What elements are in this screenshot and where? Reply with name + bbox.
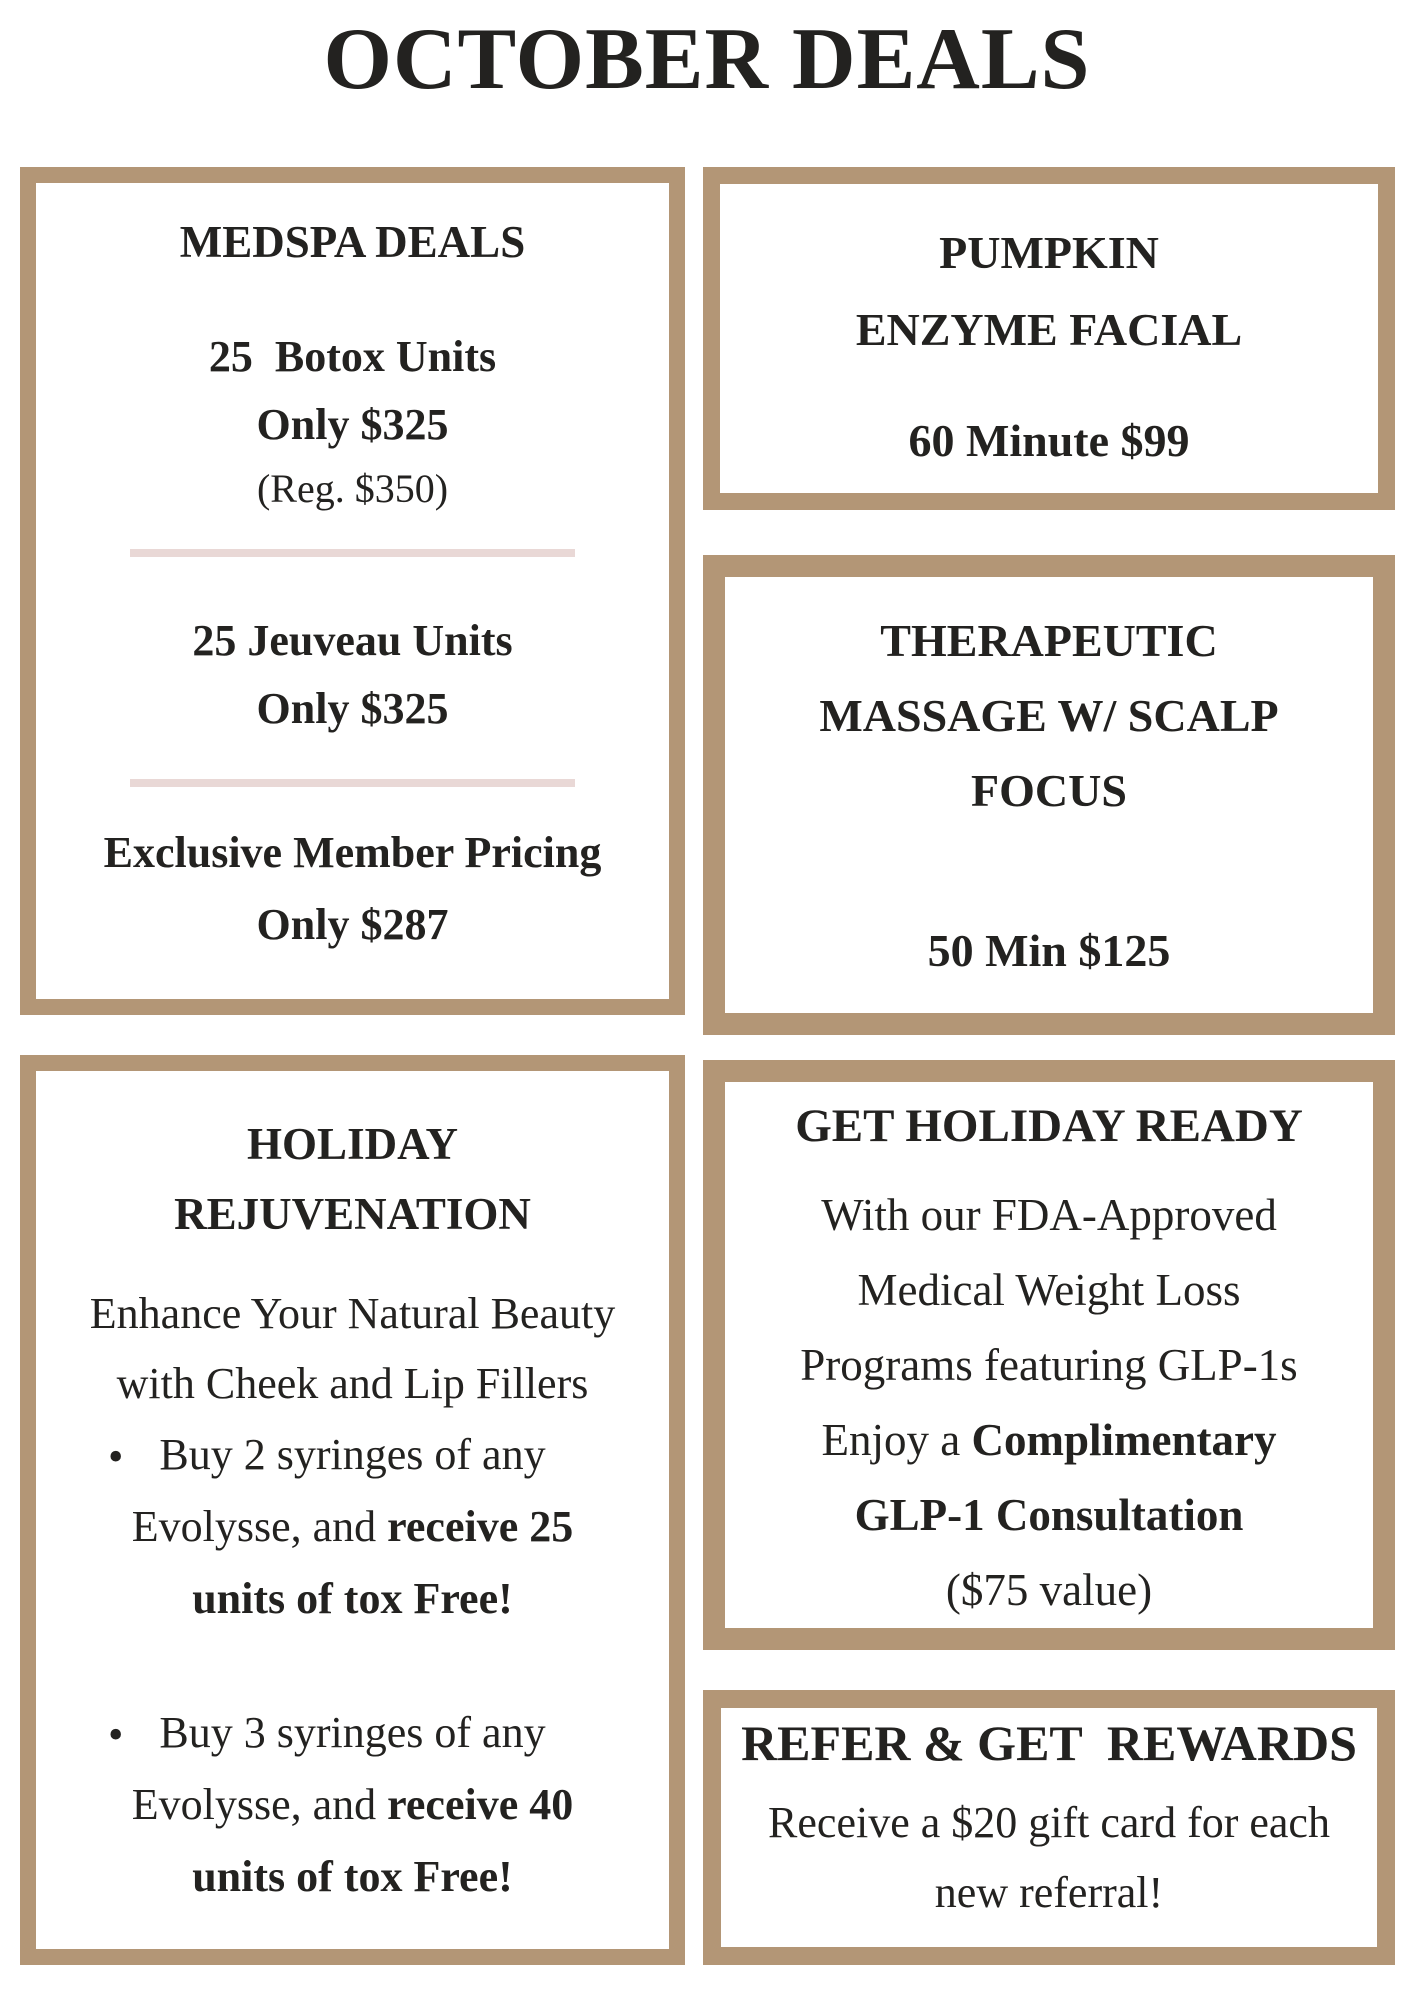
holiday-rejuvenation-subtitle-line2: with Cheek and Lip Fillers [116, 1359, 589, 1408]
jeuveau-price-line: Only $325 [256, 684, 449, 733]
offer1-line1: Buy 2 syringes of any [159, 1430, 546, 1479]
refer-rewards-line2: new referral! [934, 1868, 1164, 1917]
offer1-line2-normal: Evolysse, and [131, 1502, 388, 1551]
jeuveau-deal [36, 607, 669, 743]
offer1-line2 [36, 1491, 669, 1563]
refer-rewards-line1: Receive a $20 gift card for each [768, 1798, 1330, 1847]
weight-loss-line2: Medical Weight Loss [857, 1265, 1241, 1315]
medspa-deals-box [20, 167, 685, 1015]
weight-loss-line4-bold: Complimentary [971, 1415, 1277, 1465]
get-holiday-ready-box [703, 1060, 1395, 1650]
get-holiday-ready-title: GET HOLIDAY READY [795, 1100, 1303, 1152]
weight-loss-line6: ($75 value) [945, 1565, 1153, 1615]
botox-price-line: Only $325 [256, 400, 449, 449]
offer2-line2-normal: Evolysse, and [131, 1780, 388, 1829]
weight-loss-line3: Programs featuring GLP-1s [800, 1340, 1298, 1390]
therapeutic-massage-title [725, 603, 1373, 828]
offer2-line1: Buy 3 syringes of any [159, 1708, 546, 1757]
list-item [36, 1419, 669, 1635]
refer-rewards-body [721, 1788, 1377, 1928]
therapeutic-massage-title-line1: THERAPEUTIC [880, 615, 1218, 666]
pumpkin-facial-title [720, 214, 1378, 368]
jeuveau-units-line: 25 Jeuveau Units [192, 616, 513, 665]
page-title: OCTOBER DEALS [323, 11, 1091, 108]
bullet-icon: • [108, 1710, 124, 1759]
bullet-icon: • [108, 1432, 124, 1481]
holiday-offer-list [36, 1419, 669, 1913]
weight-loss-line5: GLP-1 Consultation [854, 1490, 1244, 1540]
therapeutic-massage-price: 50 Min $125 [927, 925, 1171, 976]
offer1-line3: units of tox Free! [192, 1574, 513, 1623]
divider [130, 779, 575, 787]
refer-rewards-title: REFER & GET REWARDS [741, 1715, 1357, 1771]
holiday-rejuvenation-title-line1: HOLIDAY [247, 1119, 458, 1169]
holiday-rejuvenation-title-line2: REJUVENATION [174, 1189, 531, 1239]
weight-loss-line1: With our FDA-Approved [821, 1190, 1277, 1240]
botox-units-line: 25 Botox Units [208, 332, 497, 381]
botox-regular-price-line: (Reg. $350) [256, 466, 449, 511]
holiday-rejuvenation-box [20, 1055, 685, 1965]
pumpkin-facial-title-line2: ENZYME FACIAL [855, 304, 1243, 355]
holiday-rejuvenation-subtitle [36, 1279, 669, 1419]
pumpkin-facial-box [703, 167, 1395, 510]
weight-loss-line4 [725, 1403, 1373, 1478]
therapeutic-massage-title-line2: MASSAGE W/ SCALP [819, 690, 1279, 741]
offer2-line2-bold: receive 40 [387, 1780, 574, 1829]
list-item [36, 1697, 669, 1913]
get-holiday-ready-body [725, 1178, 1373, 1628]
medspa-deals-title: MEDSPA DEALS [179, 217, 526, 267]
refer-rewards-box [703, 1690, 1395, 1965]
offer2-line3: units of tox Free! [192, 1852, 513, 1901]
holiday-rejuvenation-title [36, 1109, 669, 1249]
weight-loss-line4-normal: Enjoy a [821, 1415, 972, 1465]
member-pricing-price: Only $287 [256, 900, 449, 949]
therapeutic-massage-box [703, 555, 1395, 1035]
member-pricing-deal [36, 817, 669, 961]
offer1-line2-bold: receive 25 [387, 1502, 574, 1551]
member-pricing-label: Exclusive Member Pricing [103, 828, 602, 877]
pumpkin-facial-price: 60 Minute $99 [908, 415, 1190, 466]
pumpkin-facial-title-line1: PUMPKIN [939, 227, 1159, 278]
therapeutic-massage-title-line3: FOCUS [971, 765, 1127, 816]
holiday-rejuvenation-subtitle-line1: Enhance Your Natural Beauty [89, 1289, 616, 1338]
botox-deal [36, 323, 669, 519]
divider [130, 549, 575, 557]
offer2-line2 [36, 1769, 669, 1841]
